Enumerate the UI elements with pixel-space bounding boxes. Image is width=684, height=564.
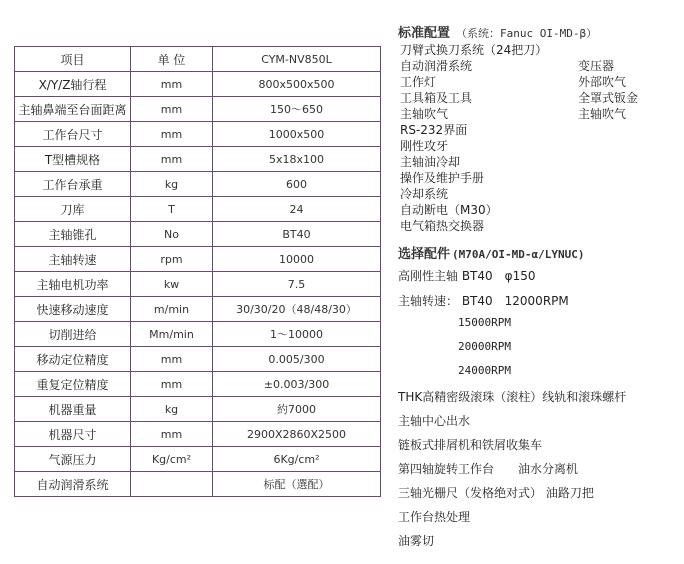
standard-config-item: 自动断电（M30） <box>400 203 498 217</box>
standard-config-item: 主轴油冷却 <box>400 155 461 169</box>
optional-config-title: 选择配件 <box>398 247 451 262</box>
row-unit: Mm/min <box>131 322 213 347</box>
row-item: 自动润滑系统 <box>15 472 131 497</box>
row-value: 150～650 <box>213 97 381 122</box>
row-item: 主轴锥孔 <box>15 222 131 247</box>
table-row <box>15 222 381 247</box>
row-value: ±0.003/300 <box>213 372 381 397</box>
row-value: 6Kg/cm² <box>213 447 381 472</box>
row-unit: kg <box>131 172 213 197</box>
row-item: 气源压力 <box>15 447 131 472</box>
header-unit: 单 位 <box>131 47 213 72</box>
row-value: BT40 <box>213 222 381 247</box>
standard-config-item-right: 全罩式钣金 <box>578 91 639 105</box>
row-unit: mm <box>131 122 213 147</box>
row-value: 1～10000 <box>213 322 381 347</box>
spec-table <box>14 46 381 497</box>
optional-config-item: 工作台热处理 <box>398 510 471 524</box>
table-row <box>15 147 381 172</box>
row-unit: mm <box>131 372 213 397</box>
row-unit: No <box>131 222 213 247</box>
optional-config-item: 主轴转速： BT40 12000RPM <box>398 294 569 308</box>
table-row <box>15 372 381 397</box>
standard-config-item: 主轴吹气 <box>400 107 449 121</box>
row-value: 0.005/300 <box>213 347 381 372</box>
row-unit: m/min <box>131 297 213 322</box>
optional-config-item: 油雾切 <box>398 534 435 548</box>
optional-config-item: 链板式排屑机和铁屑收集车 <box>398 438 543 452</box>
table-row <box>15 172 381 197</box>
standard-config-item: 操作及维护手册 <box>400 171 485 185</box>
row-value: 10000 <box>213 247 381 272</box>
row-item: 重复定位精度 <box>15 372 131 397</box>
row-item: T型槽规格 <box>15 147 131 172</box>
optional-config-system: (M70A/OI-MD-α/LYNUC) <box>452 248 585 261</box>
row-value: 2900X2860X2500 <box>213 422 381 447</box>
row-unit <box>131 472 213 497</box>
table-row <box>15 422 381 447</box>
optional-config-item: 高刚性主轴 BT40 φ150 <box>398 269 536 283</box>
standard-config-item-right: 变压器 <box>578 59 615 73</box>
header-item: 项目 <box>15 47 131 72</box>
row-value: 800x500x500 <box>213 72 381 97</box>
row-unit: mm <box>131 72 213 97</box>
optional-config-item: 第四轴旋转工作台 油水分离机 <box>398 462 579 476</box>
table-row <box>15 272 381 297</box>
standard-config-system: （系统：Fanuc OI-MD-β） <box>456 27 598 40</box>
row-unit: rpm <box>131 247 213 272</box>
row-item: 快速移动速度 <box>15 297 131 322</box>
row-unit: mm <box>131 147 213 172</box>
row-item: 机器尺寸 <box>15 422 131 447</box>
optional-config-item: 主轴中心出水 <box>398 414 471 428</box>
optional-config-item: 三轴光栅尺（发格绝对式） 油路刀把 <box>398 486 594 500</box>
optional-config-item: 20000RPM <box>458 340 511 353</box>
row-unit: mm <box>131 347 213 372</box>
row-item: 机器重量 <box>15 397 131 422</box>
optional-config-heading <box>398 243 584 262</box>
row-value: 7.5 <box>213 272 381 297</box>
row-item: X/Y/Z轴行程 <box>15 72 131 97</box>
table-row <box>15 97 381 122</box>
optional-config-item: 15000RPM <box>458 316 511 329</box>
row-unit: mm <box>131 97 213 122</box>
standard-config-item: RS-232界面 <box>400 123 468 137</box>
standard-config-item: 电气箱热交换器 <box>400 219 485 233</box>
standard-config-title: 标准配置 <box>398 26 451 41</box>
row-item: 刀库 <box>15 197 131 222</box>
table-row <box>15 122 381 147</box>
table-row <box>15 72 381 97</box>
row-value: 标配（選配） <box>213 472 381 497</box>
row-value: 600 <box>213 172 381 197</box>
row-item: 主轴转速 <box>15 247 131 272</box>
table-row <box>15 247 381 272</box>
table-row <box>15 447 381 472</box>
standard-config-heading <box>398 22 597 41</box>
row-item: 工作台尺寸 <box>15 122 131 147</box>
row-value: 24 <box>213 197 381 222</box>
standard-config-item: 工具箱及工具 <box>400 91 473 105</box>
row-unit: kw <box>131 272 213 297</box>
table-row <box>15 297 381 322</box>
standard-config-item: 冷却系统 <box>400 187 449 201</box>
row-value: 約7000 <box>213 397 381 422</box>
row-unit: Kg/cm² <box>131 447 213 472</box>
spec-table-body <box>15 47 381 497</box>
row-value: 5x18x100 <box>213 147 381 172</box>
table-row <box>15 472 381 497</box>
row-unit: kg <box>131 397 213 422</box>
standard-config-item: 工作灯 <box>400 75 437 89</box>
header-model: CYM-NV850L <box>213 47 381 72</box>
row-unit: T <box>131 197 213 222</box>
standard-config-item: 刚性攻牙 <box>400 139 449 153</box>
row-value: 1000x500 <box>213 122 381 147</box>
table-row <box>15 322 381 347</box>
standard-config-item: 刀臂式换刀系统（24把刀） <box>400 43 548 57</box>
table-row <box>15 197 381 222</box>
row-value: 30/30/20（48/48/30） <box>213 297 381 322</box>
standard-config-item-right: 外部吹气 <box>578 75 627 89</box>
standard-config-item: 自动润滑系统 <box>400 59 473 73</box>
table-row <box>15 397 381 422</box>
row-unit: mm <box>131 422 213 447</box>
table-row <box>15 347 381 372</box>
row-item: 主轴鼻端至台面距离 <box>15 97 131 122</box>
optional-config-item: THK高精密级滚珠（滚柱）线轨和滚珠螺杆 <box>398 390 627 404</box>
table-header-row <box>15 47 381 72</box>
optional-config-item: 24000RPM <box>458 364 511 377</box>
row-item: 切削进给 <box>15 322 131 347</box>
row-item: 移动定位精度 <box>15 347 131 372</box>
standard-config-item-right: 主轴吹气 <box>578 107 627 121</box>
row-item: 工作台承重 <box>15 172 131 197</box>
row-item: 主轴电机功率 <box>15 272 131 297</box>
